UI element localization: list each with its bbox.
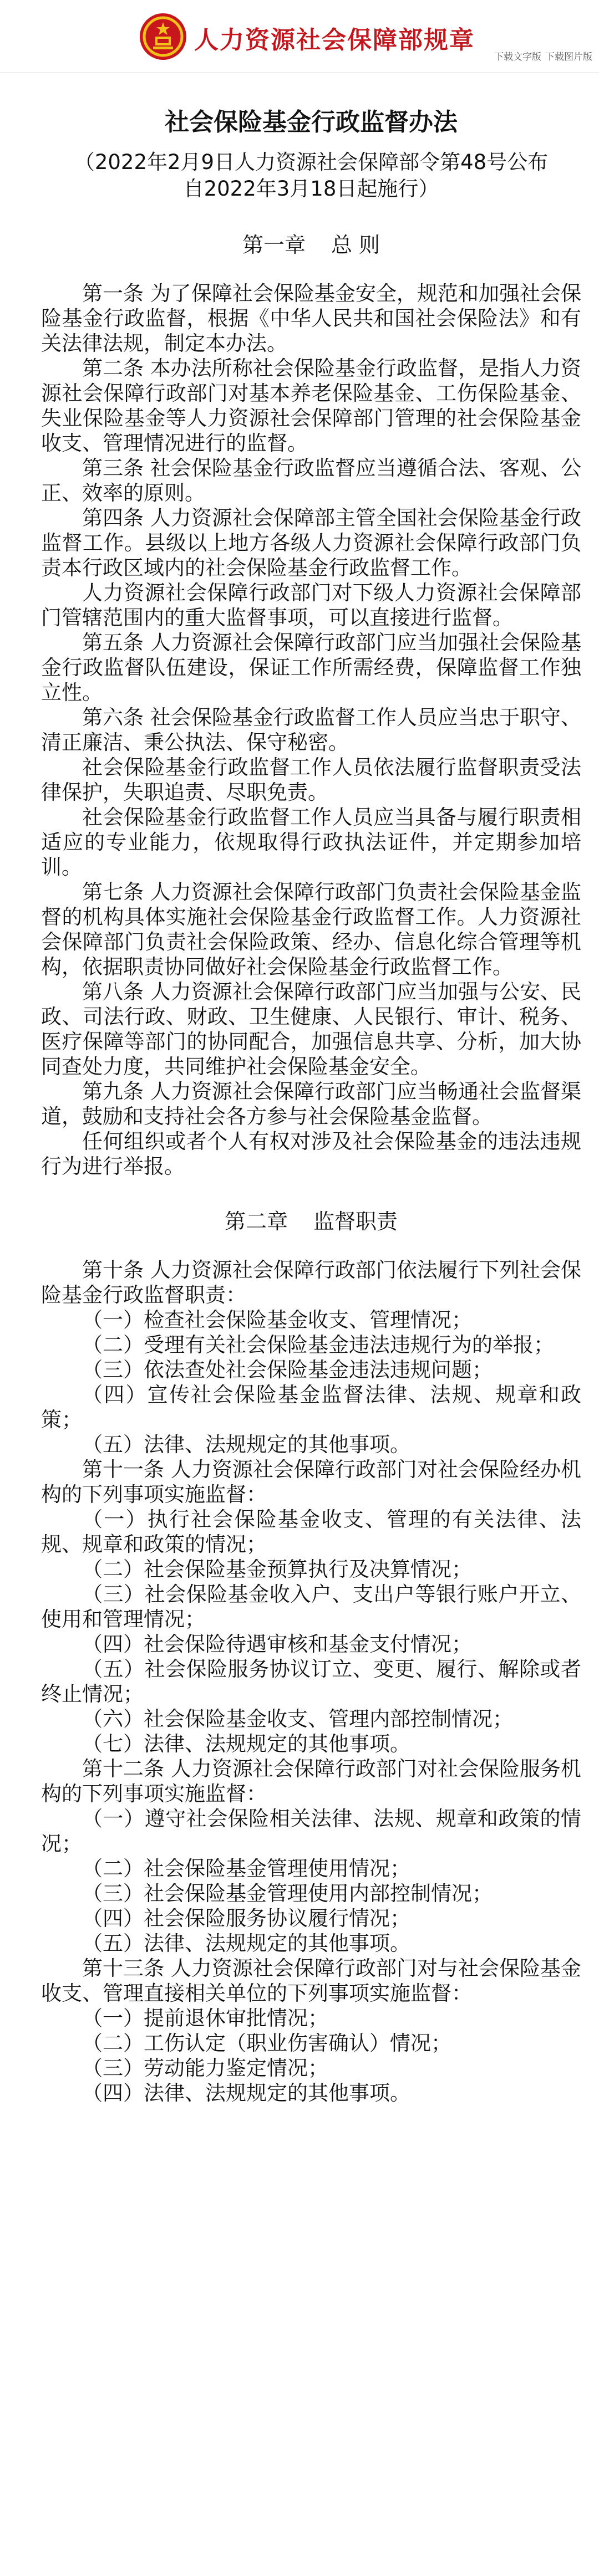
- article-paragraph: （一）提前退休审批情况；: [82, 2006, 328, 2030]
- article-paragraph: （一）执行社会保险基金收支、管理的有关法律、法规、规章和政策的情况；: [41, 1507, 581, 1556]
- article-paragraph: （二）受理有关社会保险基金违法违规行为的举报；: [82, 1333, 554, 1357]
- article-paragraph: （七）法律、法规规定的其他事项。: [82, 1732, 410, 1756]
- article-paragraph: （四）社会保险待遇审核和基金支付情况；: [82, 1632, 472, 1656]
- article-paragraph: 第十一条 人力资源社会保障行政部门对社会保险经办机构的下列事项实施监督：: [41, 1458, 581, 1506]
- article-paragraph: （三）劳动能力鉴定情况；: [82, 2056, 328, 2080]
- site-brand: 人力资源社会保障部规章: [194, 26, 475, 54]
- article-paragraph: 第四条 人力资源社会保障部主管全国社会保险基金行政监督工作。县级以上地方各级人力资源社会保障行政部门负责本行政区域内的社会保险基金行政监督工作。: [41, 506, 581, 580]
- article-paragraph: （一）遵守社会保险相关法律、法规、规章和政策的情况；: [41, 1807, 581, 1856]
- document-subtitle-line-1: （2022年2月9日人力资源社会保障部令第48号公布: [74, 150, 549, 174]
- download-image-link[interactable]: 下载图片版: [545, 52, 592, 63]
- article-paragraph: 人力资源社会保障行政部门对下级人力资源社会保障部门管辖范围内的重大监督事项，可以直接进行监督。: [41, 581, 581, 630]
- site-header: [0, 0, 599, 73]
- article-paragraph: 第三条 社会保险基金行政监督应当遵循合法、客观、公正、效率的原则。: [41, 456, 581, 505]
- chapter-2-articles: [41, 1258, 581, 2105]
- article-paragraph: （二）工伤认定（职业伤害确认）情况；: [82, 2031, 451, 2055]
- article-paragraph: 第七条 人力资源社会保障行政部门负责社会保险基金监督的机构具体实施社会保险基金行政监督工作。人力资源社会保障部门负责社会保险政策、经办、信息化综合管理等机构，依据职责协同做好社会保险基金行政监督工作。: [41, 880, 581, 979]
- chapter-title: 监督职责: [313, 1209, 398, 1234]
- article-paragraph: 社会保险基金行政监督工作人员依法履行监督职责受法律保护，失职追责、尽职免责。: [41, 755, 581, 804]
- download-text-link[interactable]: 下载文字版: [494, 52, 541, 63]
- chapter-heading: [41, 1208, 581, 1235]
- article-paragraph: （三）社会保险基金管理使用内部控制情况；: [82, 1882, 493, 1905]
- article-paragraph: （二）社会保险基金管理使用情况；: [82, 1857, 410, 1880]
- article-paragraph: 第八条 人力资源社会保障行政部门应当加强与公安、民政、司法行政、财政、卫生健康、人民银行、审计、税务、医疗保障等部门的协同配合，加强信息共享、分析，加大协同查处力度，共同维护社会保险基金安全。: [41, 980, 581, 1079]
- article-paragraph: （四）宣传社会保险基金监督法律、法规、规章和政策；: [41, 1383, 581, 1432]
- article-paragraph: （三）依法查处社会保险基金违法违规问题；: [82, 1358, 493, 1382]
- document-body: [0, 73, 599, 2105]
- chapter-number: 第一章: [242, 233, 306, 257]
- document-subtitle-line-2: 自2022年3月18日起施行）: [183, 177, 439, 201]
- article-paragraph: （三）社会保险基金收入户、支出户等银行账户开立、使用和管理情况；: [41, 1582, 581, 1631]
- article-paragraph: 第十条 人力资源社会保障行政部门依法履行下列社会保险基金行政监督职责：: [41, 1258, 581, 1307]
- article-paragraph: （四）社会保险服务协议履行情况；: [82, 1907, 410, 1930]
- article-paragraph: 第一条 为了保障社会保险基金安全，规范和加强社会保险基金行政监督，根据《中华人民共和国社会保险法》和有关法律法规，制定本办法。: [41, 282, 581, 355]
- chapter-heading: [41, 231, 581, 259]
- article-paragraph: 第六条 社会保险基金行政监督工作人员应当忠于职守、清正廉洁、秉公执法、保守秘密。: [41, 706, 581, 754]
- article-paragraph: 第十二条 人力资源社会保障行政部门对社会保险服务机构的下列事项实施监督：: [41, 1757, 581, 1806]
- chapter-1-articles: [41, 281, 581, 1179]
- article-paragraph: 任何组织或者个人有权对涉及社会保险基金的违法违规行为进行举报。: [41, 1129, 581, 1178]
- article-paragraph: （四）法律、法规规定的其他事项。: [82, 2081, 410, 2105]
- article-paragraph: （五）社会保险服务协议订立、变更、履行、解除或者终止情况；: [41, 1657, 581, 1706]
- article-paragraph: 社会保险基金行政监督工作人员应当具备与履行职责相适应的专业能力，依规取得行政执法证件，并定期参加培训。: [41, 805, 581, 879]
- national-emblem-icon: [139, 12, 187, 61]
- article-paragraph: 第九条 人力资源社会保障行政部门应当畅通社会监督渠道，鼓励和支持社会各方参与社会保险基金监督。: [41, 1080, 581, 1128]
- chapter-title: 总 则: [331, 233, 380, 257]
- chapter-number: 第二章: [224, 1209, 288, 1234]
- document-title: 社会保险基金行政监督办法: [165, 108, 458, 136]
- article-paragraph: 第五条 人力资源社会保障行政部门应当加强社会保险基金行政监督队伍建设，保证工作所需经费，保障监督工作独立性。: [41, 631, 581, 704]
- article-paragraph: （一）检查社会保险基金收支、管理情况；: [82, 1308, 472, 1332]
- article-paragraph: （五）法律、法规规定的其他事项。: [82, 1931, 410, 1955]
- article-paragraph: （二）社会保险基金预算执行及决算情况；: [82, 1557, 472, 1581]
- article-paragraph: 第十三条 人力资源社会保障行政部门对与社会保险基金收支、管理直接相关单位的下列事项实施监督：: [41, 1956, 581, 2005]
- article-paragraph: （五）法律、法规规定的其他事项。: [82, 1433, 410, 1456]
- article-paragraph: （六）社会保险基金收支、管理内部控制情况；: [82, 1707, 513, 1731]
- article-paragraph: 第二条 本办法所称社会保险基金行政监督，是指人力资源社会保障行政部门对基本养老保险基金、工伤保险基金、失业保险基金等人力资源社会保障部门管理的社会保险基金收支、管理情况进行的监督。: [41, 356, 581, 455]
